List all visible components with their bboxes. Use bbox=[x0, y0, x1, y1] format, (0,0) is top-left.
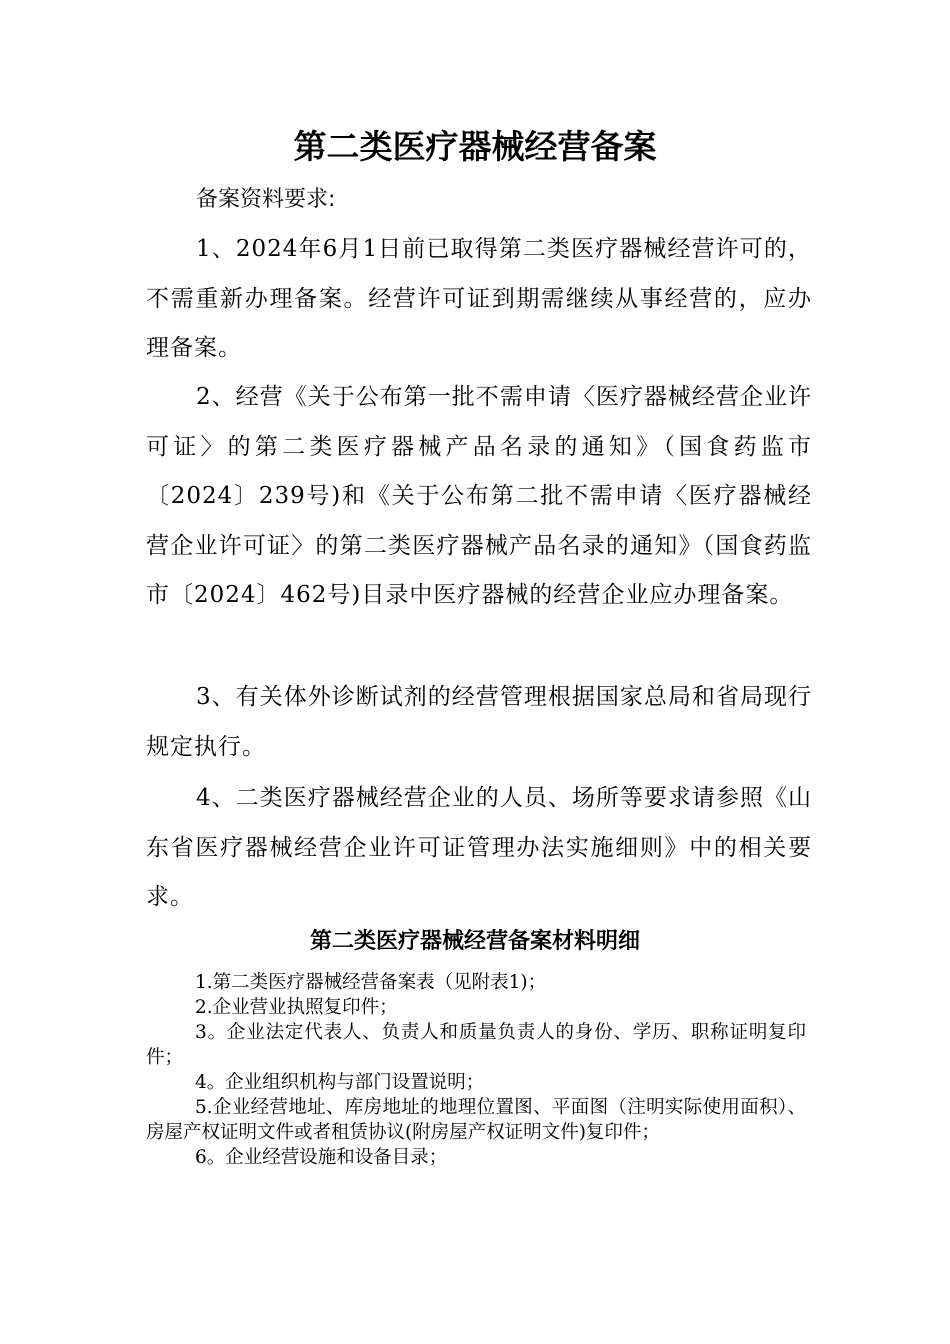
materials-item-4: 4。企业组织机构与部门设置说明； bbox=[195, 1072, 485, 1093]
requirements-heading: 备案资料要求: bbox=[196, 187, 336, 212]
materials-item-3: 3。企业法定代表人、负责人和质量负责人的身份、学历、职称证明复印件； bbox=[146, 1022, 806, 1068]
materials-item-6: 6。企业经营设施和设备目录； bbox=[195, 1147, 448, 1168]
materials-list bbox=[146, 970, 806, 1170]
materials-title: 第二类医疗器械经营备案材料明细 bbox=[309, 929, 640, 954]
materials-item-2: 2.企业营业执照复印件； bbox=[195, 997, 398, 1018]
requirement-paragraph-4: 4、二类医疗器械经营企业的人员、场所等要求请参照《山东省医疗器械经营企业许可证管理办法实施细则》中的相关要求。 bbox=[146, 785, 812, 910]
requirement-paragraph-1: 1、2024年6月1日前已取得第二类医疗器械经营许可的，不需重新办理备案。经营许可证到期需继续从事经营的，应办理备案。 bbox=[146, 236, 812, 361]
requirement-paragraph-2: 2、经营《关于公布第一批不需申请〈医疗器械经营企业许可证〉的第二类医疗器械产品名录的通知》（国食药监市〔2024〕239号)和《关于公布第二批不需申请〈医疗器械经营企业许可证〉的第二类医疗器械产品名录的通知》（国食药监市〔2024〕462号)目录中医疗器械的经营企业应办理备案。 bbox=[146, 384, 812, 608]
document-title: 第二类医疗器械经营备案 bbox=[293, 127, 657, 166]
requirement-paragraph-3: 3、有关体外诊断试剂的经营管理根据国家总局和省局现行规定执行。 bbox=[146, 684, 812, 760]
materials-item-5: 5.企业经营地址、库房地址的地理位置图、平面图（注明实际使用面积）、房屋产权证明文件或者租赁协议(附房屋产权证明文件)复印件； bbox=[146, 1097, 806, 1143]
materials-item-1: 1.第二类医疗器械经营备案表（见附表1)； bbox=[195, 972, 547, 993]
